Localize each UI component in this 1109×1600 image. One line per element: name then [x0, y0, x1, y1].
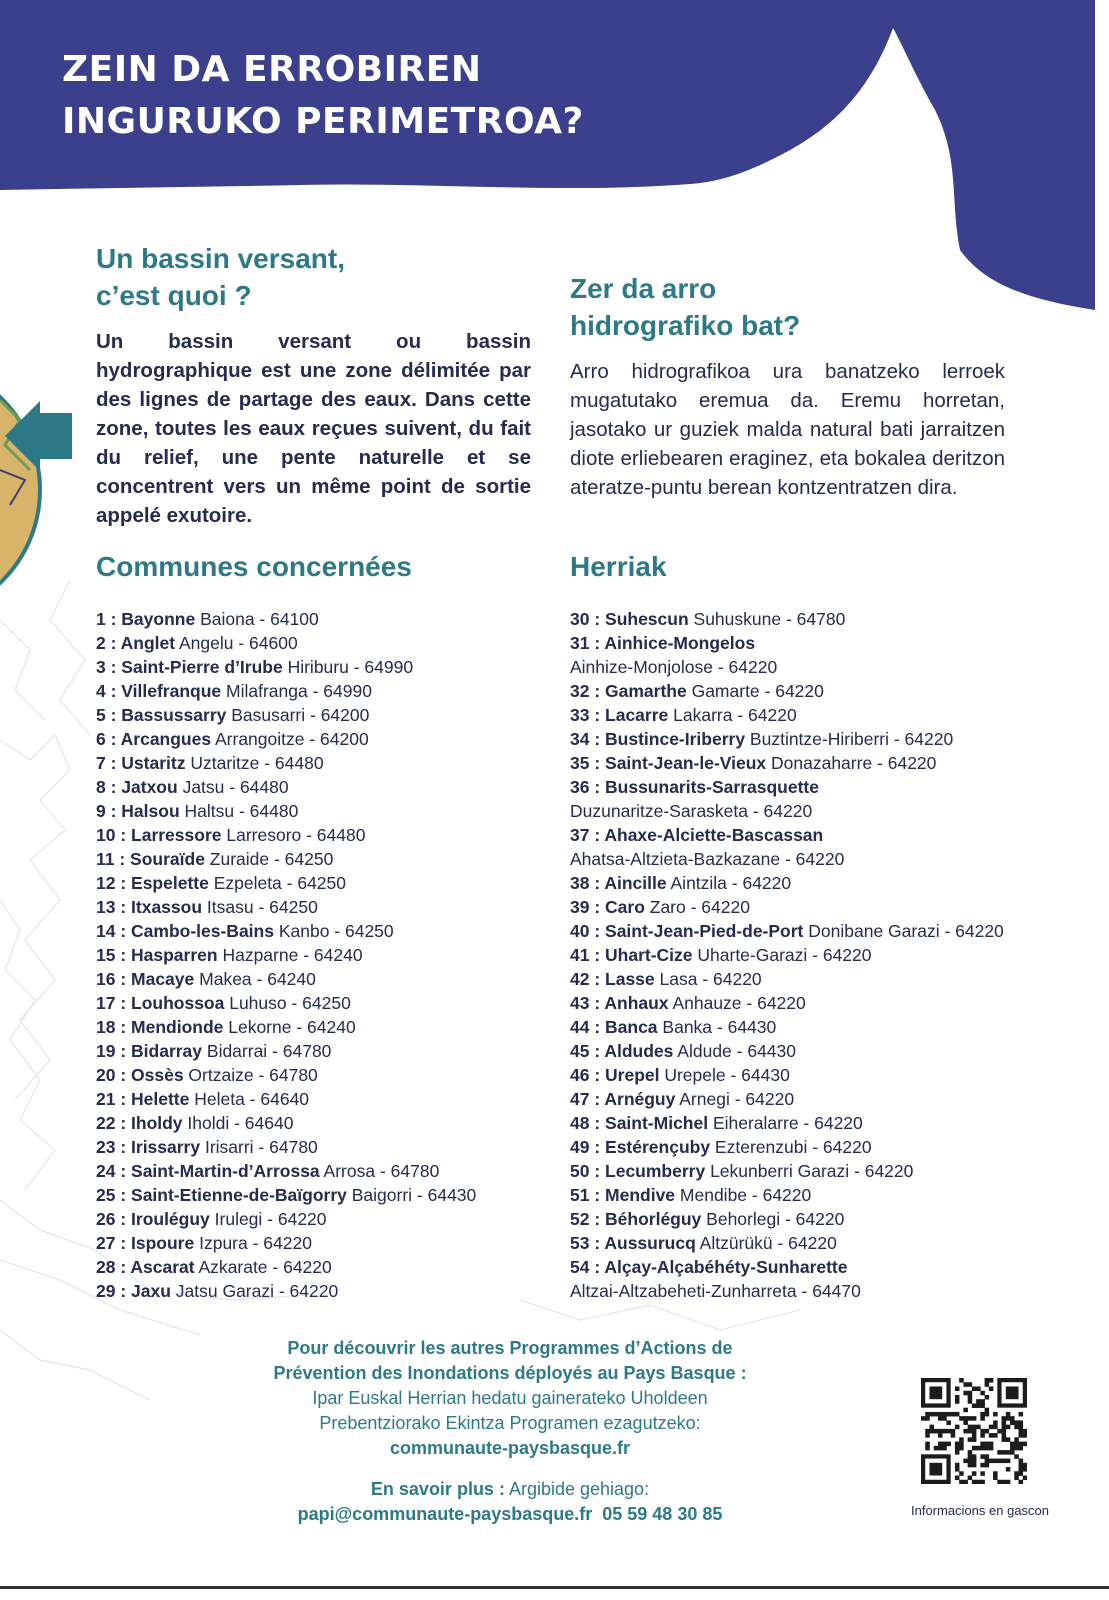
commune-basque-postcode: Anhauze - 64220	[668, 993, 806, 1013]
herriak-title: Herriak	[570, 551, 667, 582]
commune-name: 23 : Irissarry	[96, 1137, 201, 1157]
commune-name: 4 : Villefranque	[96, 681, 222, 701]
commune-basque-postcode: Hiriburu - 64990	[282, 657, 414, 677]
bottom-border	[0, 1586, 1109, 1589]
commune-name: 32 : Gamarthe	[570, 681, 687, 701]
commune-name: 44 : Banca	[570, 1017, 658, 1037]
commune-name: 50 : Lecumberry	[570, 1161, 706, 1181]
commune-name: 47 : Arnéguy	[570, 1089, 676, 1109]
commune-name: 43 : Anhaux	[570, 993, 669, 1013]
commune-item	[96, 1015, 476, 1039]
commune-item	[96, 1231, 476, 1255]
commune-basque-postcode-continued: Ainhize-Monjolose - 64220	[570, 657, 778, 677]
commune-name: 28 : Ascarat	[96, 1257, 195, 1277]
commune-item	[570, 751, 1004, 775]
commune-name: 41 : Uhart-Cize	[570, 945, 693, 965]
commune-basque-postcode: Heleta - 64640	[189, 1089, 310, 1109]
commune-basque-postcode: Urepele - 64430	[659, 1065, 790, 1085]
commune-basque-postcode: Mendibe - 64220	[675, 1185, 812, 1205]
commune-item	[570, 943, 1004, 967]
commune-item	[570, 919, 1004, 943]
footer-fr-line-2: Prévention des Inondations déployés au Pays Basque :	[273, 1363, 747, 1383]
commune-item	[96, 607, 476, 631]
commune-item	[570, 1159, 1004, 1183]
commune-item	[96, 823, 476, 847]
commune-name: 45 : Aldudes	[570, 1041, 674, 1061]
commune-basque-postcode: Altzürükü - 64220	[695, 1233, 837, 1253]
commune-basque-postcode: Ezterenzubi - 64220	[710, 1137, 872, 1157]
commune-item	[570, 1135, 1004, 1159]
contact-line	[210, 1502, 810, 1527]
qr-code[interactable]	[921, 1378, 1027, 1488]
commune-name: 39 : Caro	[570, 897, 645, 917]
commune-basque-postcode: Lakarra - 64220	[668, 705, 797, 725]
commune-item	[570, 967, 1004, 991]
commune-item	[570, 1063, 1004, 1087]
commune-basque-postcode: Aintzila - 64220	[666, 873, 792, 893]
commune-item	[570, 1111, 1004, 1135]
commune-item	[96, 1159, 476, 1183]
commune-item	[570, 1207, 1004, 1231]
eu-section-title	[570, 270, 800, 344]
commune-name: 35 : Saint-Jean-le-Vieux	[570, 753, 767, 773]
footer-eu-line-1: Ipar Euskal Herrian hedatu gainerateko Uholdeen	[312, 1388, 708, 1408]
commune-item	[96, 871, 476, 895]
commune-item	[96, 1063, 476, 1087]
commune-item	[570, 991, 1004, 1015]
fr-title-line-1: Un bassin versant,	[96, 243, 345, 274]
commune-name: 14 : Cambo-les-Bains	[96, 921, 274, 941]
commune-name: 15 : Hasparren	[96, 945, 218, 965]
commune-item	[570, 679, 1004, 703]
commune-basque-postcode: Eiheralarre - 64220	[708, 1113, 863, 1133]
commune-basque-postcode: Suhuskune - 64780	[688, 609, 846, 629]
commune-item	[96, 1183, 476, 1207]
commune-item	[96, 1111, 476, 1135]
commune-basque-postcode: Makea - 64240	[194, 969, 316, 989]
commune-basque-postcode: Kanbo - 64250	[273, 921, 394, 941]
commune-item	[96, 895, 476, 919]
commune-name: 48 : Saint-Michel	[570, 1113, 709, 1133]
commune-name: 17 : Louhossoa	[96, 993, 225, 1013]
commune-basque-postcode: Baiona - 64100	[195, 609, 319, 629]
commune-basque-postcode: Haltsu - 64480	[179, 801, 299, 821]
commune-basque-postcode: Gamarte - 64220	[686, 681, 824, 701]
commune-name: 29 : Jaxu	[96, 1281, 171, 1301]
commune-name: 34 : Bustince-Iriberry	[570, 729, 746, 749]
commune-item	[570, 727, 1004, 751]
commune-item	[570, 1015, 1004, 1039]
fr-section-title	[96, 240, 345, 314]
communes-title: Communes concernées	[96, 551, 412, 582]
commune-basque-postcode: Donazaharre - 64220	[766, 753, 937, 773]
commune-basque-postcode: Lasa - 64220	[654, 969, 762, 989]
commune-name: 25 : Saint-Etienne-de-Baïgorry	[96, 1185, 347, 1205]
commune-basque-postcode-continued: Duzunaritze-Sarasketa - 64220	[570, 801, 813, 821]
commune-item	[570, 1255, 1004, 1303]
eu-title-line-1: Zer da arro	[570, 273, 717, 304]
communes-list-left	[96, 607, 476, 1303]
commune-basque-postcode: Itsasu - 64250	[202, 897, 318, 917]
commune-basque-postcode: Behorlegi - 64220	[701, 1209, 845, 1229]
commune-basque-postcode: Iholdi - 64640	[182, 1113, 294, 1133]
commune-basque-postcode-continued: Ahatsa-Altzieta-Bazkazane - 64220	[570, 849, 845, 869]
commune-item	[96, 1279, 476, 1303]
commune-item	[96, 1087, 476, 1111]
commune-basque-postcode: Arnegi - 64220	[675, 1089, 795, 1109]
qr-code-icon	[921, 1378, 1027, 1484]
commune-item	[570, 703, 1004, 727]
commune-basque-postcode: Ortzaize - 64780	[183, 1065, 318, 1085]
more-info-line	[210, 1477, 810, 1502]
commune-basque-postcode: Izpura - 64220	[194, 1233, 312, 1253]
commune-name: 24 : Saint-Martin-d’Arrossa	[96, 1161, 320, 1181]
commune-item	[570, 1183, 1004, 1207]
commune-name: 13 : Itxassou	[96, 897, 203, 917]
commune-name: 7 : Ustaritz	[96, 753, 186, 773]
commune-basque-postcode: Larresoro - 64480	[221, 825, 366, 845]
commune-basque-postcode: Basusarri - 64200	[226, 705, 370, 725]
commune-name: 5 : Bassussarry	[96, 705, 227, 725]
commune-name: 40 : Saint-Jean-Pied-de-Port	[570, 921, 804, 941]
commune-name: 11 : Souraïde	[96, 849, 205, 869]
commune-name: 31 : Ainhice-Mongelos	[570, 633, 756, 653]
commune-basque-postcode: Lekunberri Garazi - 64220	[705, 1161, 914, 1181]
commune-basque-postcode-continued: Altzai-Altzabeheti-Zunharreta - 64470	[570, 1281, 861, 1301]
commune-name: 2 : Anglet	[96, 633, 176, 653]
commune-basque-postcode: Ezpeleta - 64250	[208, 873, 347, 893]
commune-name: 27 : Ispoure	[96, 1233, 195, 1253]
commune-basque-postcode: Irisarri - 64780	[200, 1137, 318, 1157]
more-info-fr: En savoir plus :	[370, 1479, 505, 1499]
eu-title-line-2: hidrografiko bat?	[570, 310, 801, 341]
commune-name: 54 : Alçay-Alçabéhéty-Sunharette	[570, 1257, 848, 1277]
website-link[interactable]: communaute-paysbasque.fr	[389, 1438, 631, 1458]
commune-basque-postcode: Angelu - 64600	[175, 633, 298, 653]
fr-definition-text: Un bassin versant ou bassin hydrographique est une zone délimitée par des lignes de partage des eaux. Dans cette zone, toutes les eaux reçues suivent, du fait du relief, une pente naturelle et se concentrent vers un même point de sortie appelé exutoire.	[96, 330, 531, 527]
commune-name: 9 : Halsou	[96, 801, 180, 821]
commune-item	[96, 751, 476, 775]
footer-fr-line-1: Pour découvrir les autres Programmes d’Actions de	[287, 1338, 733, 1358]
footer-info	[210, 1336, 810, 1527]
commune-name: 16 : Macaye	[96, 969, 195, 989]
commune-basque-postcode: Luhuso - 64250	[224, 993, 351, 1013]
commune-item	[570, 823, 1004, 871]
eu-definition-text: Arro hidrografikoa ura banatzeko lerroek mugatutako eremua da. Eremu horretan, jasotako ur guziek malda natural bati jarraitzen diote erliebearen eraginez, eta bokalea deritzon ateratze-puntu berean kontzentratzen dira.	[570, 360, 1005, 499]
commune-name: 46 : Urepel	[570, 1065, 660, 1085]
commune-name: 37 : Ahaxe-Alciette-Bascassan	[570, 825, 824, 845]
headline-line-1: ZEIN DA ERROBIREN	[62, 49, 482, 90]
commune-item	[570, 775, 1004, 823]
commune-basque-postcode: Milafranga - 64990	[221, 681, 372, 701]
commune-basque-postcode: Baigorri - 64430	[346, 1185, 477, 1205]
commune-item	[570, 1231, 1004, 1255]
commune-name: 51 : Mendive	[570, 1185, 676, 1205]
commune-basque-postcode: Hazparne - 64240	[217, 945, 363, 965]
commune-item	[96, 655, 476, 679]
commune-basque-postcode: Zuraide - 64250	[204, 849, 334, 869]
commune-name: 30 : Suhescun	[570, 609, 689, 629]
commune-basque-postcode: Aldude - 64430	[673, 1041, 797, 1061]
commune-item	[570, 871, 1004, 895]
commune-item	[570, 631, 1004, 679]
commune-item	[96, 727, 476, 751]
commune-name: 20 : Ossès	[96, 1065, 184, 1085]
headline-line-2: INGURUKO PERIMETROA?	[62, 101, 584, 142]
commune-name: 42 : Lasse	[570, 969, 655, 989]
commune-name: 52 : Béhorléguy	[570, 1209, 702, 1229]
commune-name: 38 : Aincille	[570, 873, 667, 893]
commune-item	[96, 1135, 476, 1159]
commune-item	[96, 775, 476, 799]
commune-item	[96, 1255, 476, 1279]
commune-name: 8 : Jatxou	[96, 777, 178, 797]
commune-name: 3 : Saint-Pierre d’Irube	[96, 657, 283, 677]
commune-basque-postcode: Azkarate - 64220	[194, 1257, 332, 1277]
commune-item	[96, 943, 476, 967]
commune-item	[570, 1039, 1004, 1063]
commune-item	[96, 703, 476, 727]
commune-basque-postcode: Jatsu Garazi - 64220	[170, 1281, 339, 1301]
commune-name: 12 : Espelette	[96, 873, 209, 893]
qr-caption: Informacions en gascon	[910, 1503, 1050, 1518]
map-circle-graphic	[0, 362, 72, 618]
commune-name: 22 : Iholdy	[96, 1113, 183, 1133]
commune-name: 19 : Bidarray	[96, 1041, 203, 1061]
commune-name: 18 : Mendionde	[96, 1017, 224, 1037]
commune-name: 10 : Larressore	[96, 825, 222, 845]
communes-list-right	[570, 607, 1004, 1303]
commune-basque-postcode: Bidarrai - 64780	[202, 1041, 332, 1061]
more-info-eu: Argibide gehiago:	[504, 1479, 650, 1499]
commune-item	[96, 679, 476, 703]
commune-item	[96, 1207, 476, 1231]
fr-title-line-2: c’est quoi ?	[96, 280, 252, 311]
commune-basque-postcode: Buztintze-Hiriberri - 64220	[745, 729, 954, 749]
commune-name: 1 : Bayonne	[96, 609, 196, 629]
commune-basque-postcode: Irulegi - 64220	[209, 1209, 327, 1229]
commune-item	[96, 967, 476, 991]
commune-item	[96, 799, 476, 823]
commune-basque-postcode: Donibane Garazi - 64220	[803, 921, 1004, 941]
commune-basque-postcode: Zaro - 64220	[644, 897, 750, 917]
commune-item	[570, 1087, 1004, 1111]
commune-name: 21 : Helette	[96, 1089, 190, 1109]
commune-basque-postcode: Jatsu - 64480	[177, 777, 289, 797]
commune-name: 36 : Bussunarits-Sarrasquette	[570, 777, 819, 797]
commune-item	[570, 607, 1004, 631]
commune-item	[96, 1039, 476, 1063]
commune-basque-postcode: Arrosa - 64780	[319, 1161, 440, 1181]
commune-basque-postcode: Lekorne - 64240	[223, 1017, 356, 1037]
commune-name: 49 : Estérençuby	[570, 1137, 711, 1157]
commune-basque-postcode: Uharte-Garazi - 64220	[692, 945, 872, 965]
commune-item	[96, 631, 476, 655]
commune-item	[570, 895, 1004, 919]
commune-name: 26 : Irouléguy	[96, 1209, 210, 1229]
phone-number[interactable]: 05 59 48 30 85	[602, 1504, 723, 1524]
commune-name: 33 : Lacarre	[570, 705, 669, 725]
page-headline	[62, 44, 584, 148]
commune-item	[96, 919, 476, 943]
email-link[interactable]: papi@communaute-paysbasque.fr	[297, 1504, 593, 1524]
commune-name: 53 : Aussurucq	[570, 1233, 696, 1253]
footer-eu-line-2: Prebentziorako Ekintza Programen ezagutzeko:	[319, 1413, 701, 1433]
commune-basque-postcode: Banka - 64430	[657, 1017, 777, 1037]
commune-item	[96, 847, 476, 871]
commune-name: 6 : Arcangues	[96, 729, 212, 749]
commune-item	[96, 991, 476, 1015]
commune-basque-postcode: Uztaritze - 64480	[185, 753, 324, 773]
commune-basque-postcode: Arrangoitze - 64200	[211, 729, 369, 749]
